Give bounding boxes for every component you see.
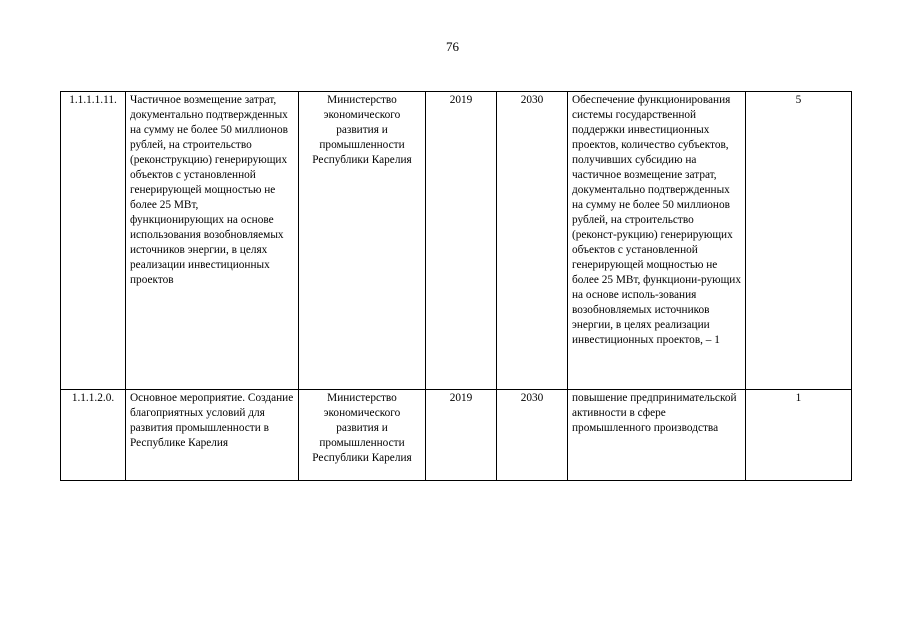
start-year-cell: 2019 [426,92,497,390]
row-number-cell: 1.1.1.2.0. [61,390,126,481]
table-row [61,390,852,481]
indicator-cell: повышение предпринимательской активности в сфере промышленного производства [568,390,746,481]
end-year-cell: 2030 [497,390,568,481]
measures-table [60,91,852,481]
value-cell: 5 [746,92,852,390]
page-number: 76 [446,39,459,54]
row-number-cell: 1.1.1.1.11. [61,92,126,390]
measure-name-cell: Частичное возмещение затрат, документально подтвержденных на сумму не более 50 миллионов рублей, на строительство (реконструкцию) генерирующих объектов с установленной генерирующей мощностью не более 25 МВт, функционирующих на основе использования возобновляемых источников энергии, в целях реализации инвестиционных проектов [126,92,299,390]
indicator-cell: Обеспечение функционирования системы государственной поддержки инвестиционных проектов, количество субъектов, получивших субсидию на частичное возмещение затрат, документально подтвержденных на сумму не более 50 миллионов рублей, на строительство (реконст-рукцию) генерирующих объектов с установленной генерирующей мощностью не более 25 МВт, функциони-рующих на основе исполь-зования возобновляемых источников энергии, в целях реализации инвестиционных проектов, – 1 [568,92,746,390]
executor-cell: Министерство экономического развития и промышленности Республики Карелия [299,390,426,481]
end-year-cell: 2030 [497,92,568,390]
value-cell: 1 [746,390,852,481]
start-year-cell: 2019 [426,390,497,481]
executor-cell: Министерство экономического развития и промышленности Республики Карелия [299,92,426,390]
table-row [61,92,852,390]
measure-name-cell: Основное мероприятие. Создание благоприятных условий для развития промышленности в Республике Карелия [126,390,299,481]
